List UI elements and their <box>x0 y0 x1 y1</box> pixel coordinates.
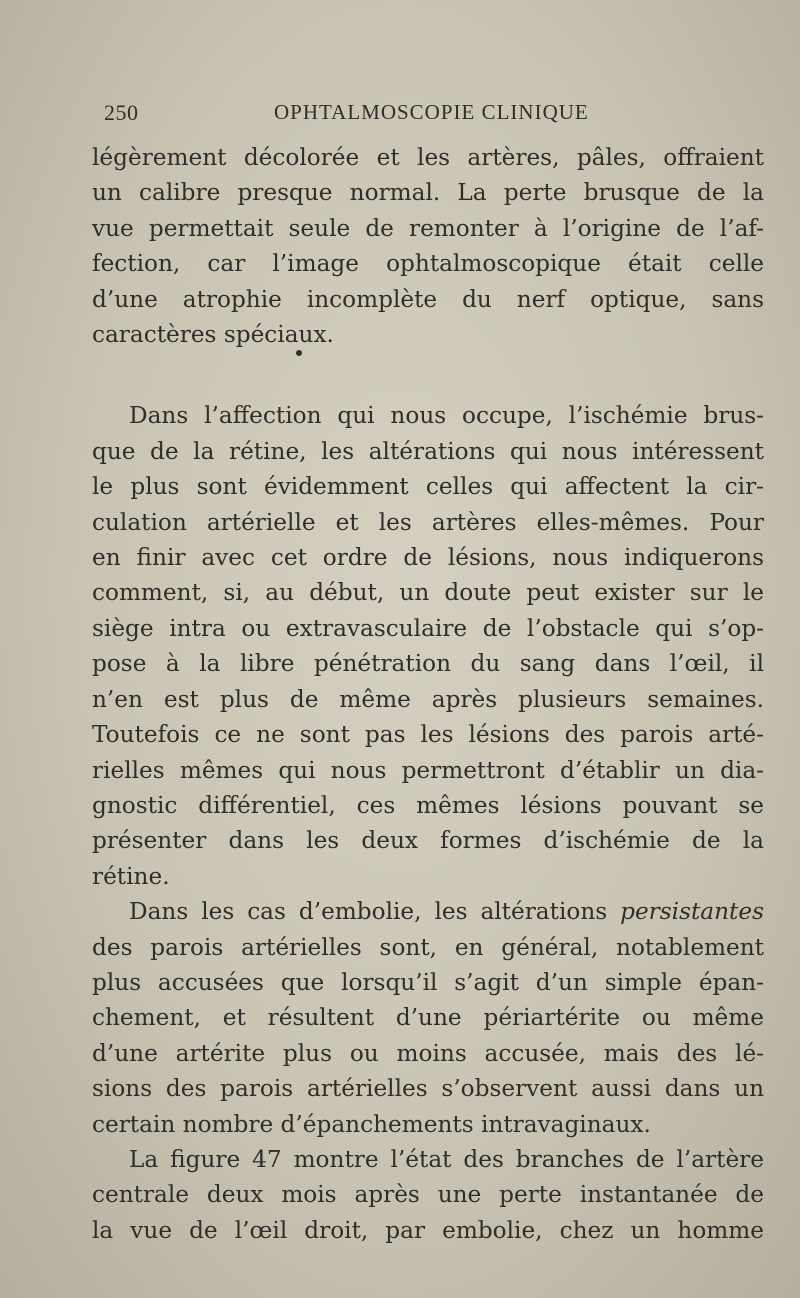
text-line: comment, si, au début, un doute peut exister sur le <box>92 579 764 607</box>
text-line: siège intra ou extravasculaire de l’obstacle qui s’op- <box>92 614 764 642</box>
text-line: centrale deux mois après une perte instantanée de <box>92 1181 764 1209</box>
text-line: Dans l’affection qui nous occupe, l’ischémie brus- <box>129 402 764 430</box>
text-line: fection, car l’image ophtalmoscopique était celle <box>92 250 764 278</box>
text-line: rétine. <box>92 862 170 890</box>
text-line: culation artérielle et les artères elles-mêmes. Pour <box>92 508 764 536</box>
paragraph-2 <box>92 398 764 894</box>
text-line: chement, et résultent d’une périartérite ou même <box>92 1004 764 1032</box>
text-line: plus accusées que lorsqu’il s’agit d’un simple épan- <box>92 968 764 996</box>
paragraph-1 <box>92 140 764 352</box>
text-line: présenter dans les deux formes d’ischémie de la <box>92 827 764 855</box>
body-text <box>92 140 764 1248</box>
text-line: en finir avec cet ordre de lésions, nous indiquerons <box>92 544 764 572</box>
text-segment: Dans les cas d’embolie, les altérations <box>129 898 621 926</box>
text-line: d’une artérite plus ou moins accusée, mais des lé- <box>92 1039 764 1067</box>
text-line: La figure 47 montre l’état des branches de l’artère <box>129 1145 764 1173</box>
text-line: n’en est plus de même après plusieurs semaines. <box>92 685 764 713</box>
emphasis-text: persistantes <box>620 898 764 926</box>
text-line <box>92 894 764 929</box>
text-line: pose à la libre pénétration du sang dans l’œil, il <box>92 650 764 678</box>
text-line: légèrement décolorée et les artères, pâles, offraient <box>92 144 764 171</box>
text-line: un calibre presque normal. La perte brusque de la <box>92 179 764 207</box>
text-line: que de la rétine, les altérations qui nous intéressent <box>92 437 764 465</box>
running-head <box>104 100 704 130</box>
page-number: 250 <box>104 100 139 125</box>
text-line: le plus sont évidemment celles qui affectent la cir- <box>92 473 764 501</box>
paragraph-4 <box>92 1142 764 1248</box>
text-line: vue permettait seule de remonter à l’origine de l’af- <box>92 214 764 242</box>
text-line: sions des parois artérielles s’observent aussi dans un <box>92 1075 764 1103</box>
running-title: OPHTALMOSCOPIE CLINIQUE <box>274 100 589 124</box>
text-line: gnostic différentiel, ces mêmes lésions pouvant se <box>92 791 764 819</box>
text-line: caractères spéciaux. <box>92 321 334 349</box>
text-line: d’une atrophie incomplète du nerf optique, sans <box>92 285 764 313</box>
text-line: certain nombre d’épanchements intravaginaux. <box>92 1110 651 1138</box>
text-line: la vue de l’œil droit, par embolie, chez un homme <box>92 1216 764 1244</box>
paragraph-3 <box>92 894 764 1142</box>
text-line: Toutefois ce ne sont pas les lésions des parois arté- <box>92 721 764 749</box>
text-line: des parois artérielles sont, en général, notablement <box>92 933 764 961</box>
text-line: rielles mêmes qui nous permettront d’établir un dia- <box>92 756 764 784</box>
